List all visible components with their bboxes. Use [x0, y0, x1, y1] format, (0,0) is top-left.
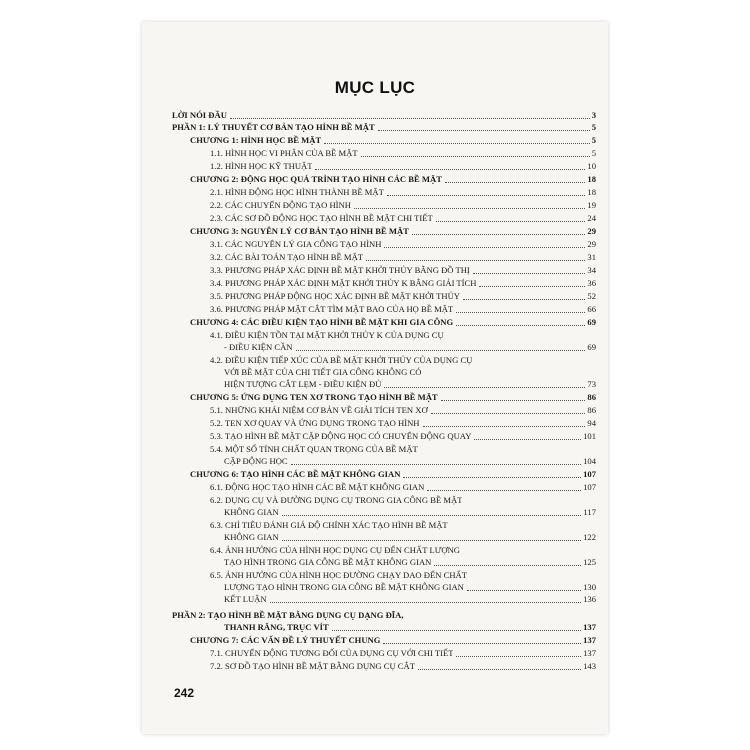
toc-entry-label: CHƯƠNG 5: ỨNG DỤNG TEN XƠ TRONG TẠO HÌNH BỀ MẶT	[190, 392, 438, 402]
toc-entry-page: 5	[591, 135, 596, 145]
toc-entry-label: PHẦN 1: LÝ THUYẾT CƠ BẢN TẠO HÌNH BỀ MẶT	[172, 122, 375, 132]
toc-entry-page: 69	[587, 317, 596, 327]
toc-leader-dots	[384, 387, 585, 388]
toc-entry-page: 29	[587, 239, 596, 249]
toc-entry-label: 2.3. CÁC SƠ ĐỒ ĐỘNG HỌC TẠO HÌNH BỀ MẶT CHI TIẾT	[210, 213, 433, 223]
toc-entry-label: 6.4. ẢNH HƯỞNG CỦA HÌNH HỌC DỤNG CỤ ĐẾN CHẤT LƯỢNG	[210, 545, 460, 555]
toc-entry-page: 86	[587, 405, 596, 415]
toc-entry-page: 29	[587, 226, 596, 236]
toc-entry-label: CHƯƠNG 7: CÁC VẤN ĐỀ LÝ THUYẾT CHUNG	[190, 635, 381, 645]
toc-leader-dots	[230, 118, 590, 119]
toc-leader-dots	[332, 630, 581, 631]
toc-leader-dots	[445, 182, 585, 183]
toc-leader-dots	[473, 273, 586, 274]
table-of-contents	[142, 22, 608, 734]
book-page	[142, 22, 608, 734]
toc-leader-dots	[436, 221, 586, 222]
toc-entry-page: 107	[583, 482, 596, 492]
toc-entry-page: 137	[583, 648, 596, 658]
toc-entry-label: 4.1. ĐIỀU KIỆN TỒN TẠI MẶT KHỞI THỦY K CỦA DỤNG CỤ	[210, 330, 444, 340]
toc-entry-page: 122	[583, 532, 596, 542]
toc-leader-dots	[479, 286, 585, 287]
toc-leader-dots	[463, 299, 585, 300]
toc-leader-dots	[354, 208, 585, 209]
toc-entry-label: CHƯƠNG 6: TẠO HÌNH CÁC BỀ MẶT KHÔNG GIAN	[190, 469, 401, 479]
toc-entry-label: 6.1. ĐỘNG HỌC TẠO HÌNH CÁC BỀ MẶT KHÔNG GIAN	[210, 482, 425, 492]
toc-leader-dots	[427, 490, 581, 491]
toc-entry-label: LƯỢNG TẠO HÌNH TRONG GIA CÔNG BỀ MẶT KHÔNG GIAN	[224, 582, 464, 592]
toc-leader-dots	[431, 413, 586, 414]
toc-entry-page: 66	[587, 304, 596, 314]
toc-entry-label: 5.3. TẠO HÌNH BỀ MẶT CẶP ĐỘNG HỌC CÓ CHUYỂN ĐỘNG QUAY	[210, 431, 472, 441]
toc-entry-page: 130	[583, 582, 596, 592]
toc-entry-page: 137	[583, 635, 596, 645]
toc-leader-dots	[456, 656, 581, 657]
toc-leader-dots	[361, 156, 590, 157]
toc-entry-label: 3.3. PHƯƠNG PHÁP XÁC ĐỊNH BỀ MẶT KHỞI THỦY BẰNG ĐỒ THỊ	[210, 265, 470, 275]
toc-entry-label: 3.2. CÁC BÀI TOÁN TẠO HÌNH BỀ MẶT	[210, 252, 364, 262]
toc-entry-page: 10	[587, 161, 596, 171]
toc-leader-dots	[282, 540, 581, 541]
toc-entry-label: 4.2. ĐIỀU KIỆN TIẾP XÚC CỦA BỀ MẶT KHỞI THỦY CỦA DỤNG CỤ	[210, 355, 473, 365]
toc-entry-label: KHÔNG GIAN	[224, 507, 279, 517]
toc-entry-page: 94	[587, 418, 596, 428]
toc-entry-label: KẾT LUẬN	[224, 594, 267, 604]
toc-leader-dots	[423, 426, 586, 427]
page-number: 242	[174, 686, 195, 700]
toc-entry-page: 117	[583, 507, 596, 517]
toc-leader-dots	[315, 169, 585, 170]
toc-entry-page: 34	[587, 265, 596, 275]
toc-entry-label: 3.4. PHƯƠNG PHÁP XÁC ĐỊNH MẶT KHỞI THỦY K BẰNG GIẢI TÍCH	[210, 278, 477, 288]
page-title: MỤC LỤC	[334, 78, 416, 97]
toc-leader-dots	[378, 130, 590, 131]
toc-leader-dots	[467, 590, 581, 591]
toc-entry-page: 3	[591, 110, 596, 120]
toc-entry-label: LỜI NÓI ĐẦU	[172, 110, 227, 120]
toc-entry-label: 6.5. ẢNH HƯỞNG CỦA HÌNH HỌC ĐƯỜNG CHẠY DAO ĐẾN CHẤT	[210, 570, 467, 580]
toc-leader-dots	[434, 565, 581, 566]
toc-entry-page: 137	[583, 622, 596, 632]
toc-entry-label: HIỆN TƯỢNG CẮT LẸM - ĐIỀU KIỆN ĐỦ	[224, 379, 382, 389]
toc-entry-page: 107	[583, 469, 596, 479]
toc-leader-dots	[270, 602, 582, 603]
toc-entry-label: - ĐIỀU KIỆN CẦN	[224, 342, 293, 352]
toc-leader-dots	[474, 439, 581, 440]
toc-leader-dots	[384, 247, 585, 248]
toc-entry-page: 24	[587, 213, 596, 223]
toc-entry-label: 5.2. TEN XƠ QUAY VÀ ỨNG DỤNG TRONG TẠO HÌNH	[210, 418, 420, 428]
toc-leader-dots	[383, 643, 581, 644]
toc-entry-label: 5.1. NHỮNG KHÁI NIỆM CƠ BẢN VỀ GIẢI TÍCH TEN XƠ	[210, 405, 428, 415]
toc-entry-label: 1.1. HÌNH HỌC VI PHÂN CỦA BỀ MẶT	[210, 148, 358, 158]
toc-leader-dots	[418, 669, 581, 670]
toc-entry-page: 31	[587, 252, 596, 262]
toc-entry-label: VỚI BỀ MẶT CỦA CHI TIẾT GIA CÔNG KHÔNG CÓ	[224, 367, 422, 377]
toc-leader-dots	[296, 350, 586, 351]
toc-entry-label: CHƯƠNG 3: NGUYÊN LÝ CƠ BẢN TẠO HÌNH BỀ MẶT	[190, 226, 409, 236]
toc-entry-page: 52	[587, 291, 596, 301]
toc-leader-dots	[291, 464, 581, 465]
toc-entry-label: 6.2. DỤNG CỤ VÀ ĐƯỜNG DỤNG CỤ TRONG GIA CÔNG BỀ MẶT	[210, 495, 463, 505]
toc-entry-label: 6.3. CHỈ TIÊU ĐÁNH GIÁ ĐỘ CHÍNH XÁC TẠO HÌNH BỀ MẶT	[210, 520, 448, 530]
toc-leader-dots	[282, 515, 582, 516]
toc-entry-label: KHÔNG GIAN	[224, 532, 279, 542]
toc-entry-label: 7.2. SƠ ĐỒ TẠO HÌNH BỀ MẶT BẰNG DỤNG CỤ CẮT	[210, 661, 415, 671]
toc-entry-label: TẠO HÌNH TRONG GIA CÔNG BỀ MẶT KHÔNG GIAN	[224, 557, 432, 567]
toc-leader-dots	[441, 400, 586, 401]
toc-entry-page: 104	[583, 456, 596, 466]
toc-entry-label: CHƯƠNG 1: HÌNH HỌC BỀ MẶT	[190, 135, 322, 145]
toc-entry-label: 2.2. CÁC CHUYỂN ĐỘNG TẠO HÌNH	[210, 200, 351, 210]
toc-entry-page: 86	[587, 392, 596, 402]
toc-entry-label: 3.5. PHƯƠNG PHÁP ĐỘNG HỌC XÁC ĐỊNH BỀ MẶT KHỞI THỦY	[210, 291, 461, 301]
toc-entry-page: 143	[583, 661, 596, 671]
toc-leader-dots	[387, 195, 586, 196]
toc-leader-dots	[403, 477, 581, 478]
toc-entry-label: 2.1. HÌNH ĐỘNG HỌC HÌNH THÀNH BỀ MẶT	[210, 187, 384, 197]
toc-entry-label: 7.1. CHUYỂN ĐỘNG TƯƠNG ĐỐI CỦA DỤNG CỤ VỚI CHI TIẾT	[210, 648, 454, 658]
toc-entry-page: 5	[591, 122, 596, 132]
toc-entry-page: 19	[587, 200, 596, 210]
toc-entry-label: PHẦN 2: TẠO HÌNH BỀ MẶT BẰNG DỤNG CỤ DẠNG ĐĨA,	[172, 610, 404, 620]
toc-entry-label: 5.4. MỘT SỐ TÍNH CHẤT QUAN TRỌNG CỦA BỀ MẶT	[210, 444, 418, 454]
toc-entry-page: 5	[591, 148, 596, 158]
toc-leader-dots	[412, 234, 585, 235]
toc-entry-label: THANH RĂNG, TRỤC VÍT	[224, 622, 329, 632]
toc-entry-label: CHƯƠNG 2: ĐỘNG HỌC QUÁ TRÌNH TẠO HÌNH CÁC BỀ MẶT	[190, 174, 442, 184]
toc-entry-page: 101	[583, 431, 596, 441]
toc-entry-label: CHƯƠNG 4: CÁC ĐIỀU KIỆN TẠO HÌNH BỀ MẶT KHI GIA CÔNG	[190, 317, 454, 327]
toc-leader-dots	[324, 143, 589, 144]
toc-entry-label: 3.6. PHƯƠNG PHÁP MẶT CẮT TÌM MẶT BAO CỦA HỌ BỀ MẶT	[210, 304, 454, 314]
toc-entry-page: 136	[583, 594, 596, 604]
toc-leader-dots	[456, 312, 585, 313]
toc-entry-page: 36	[587, 278, 596, 288]
toc-entry-page: 69	[587, 342, 596, 352]
toc-entry-page: 18	[587, 174, 596, 184]
toc-entry-page: 125	[583, 557, 596, 567]
toc-leader-dots	[456, 325, 585, 326]
toc-entry-label: 3.1. CÁC NGUYÊN LÝ GIA CÔNG TẠO HÌNH	[210, 239, 382, 249]
toc-entry-label: 1.2. HÌNH HỌC KỸ THUẬT	[210, 161, 313, 171]
toc-entry-page: 73	[587, 379, 596, 389]
toc-entry-label: CẶP ĐỘNG HỌC	[224, 456, 288, 466]
toc-entry-page: 18	[587, 187, 596, 197]
toc-leader-dots	[366, 260, 585, 261]
